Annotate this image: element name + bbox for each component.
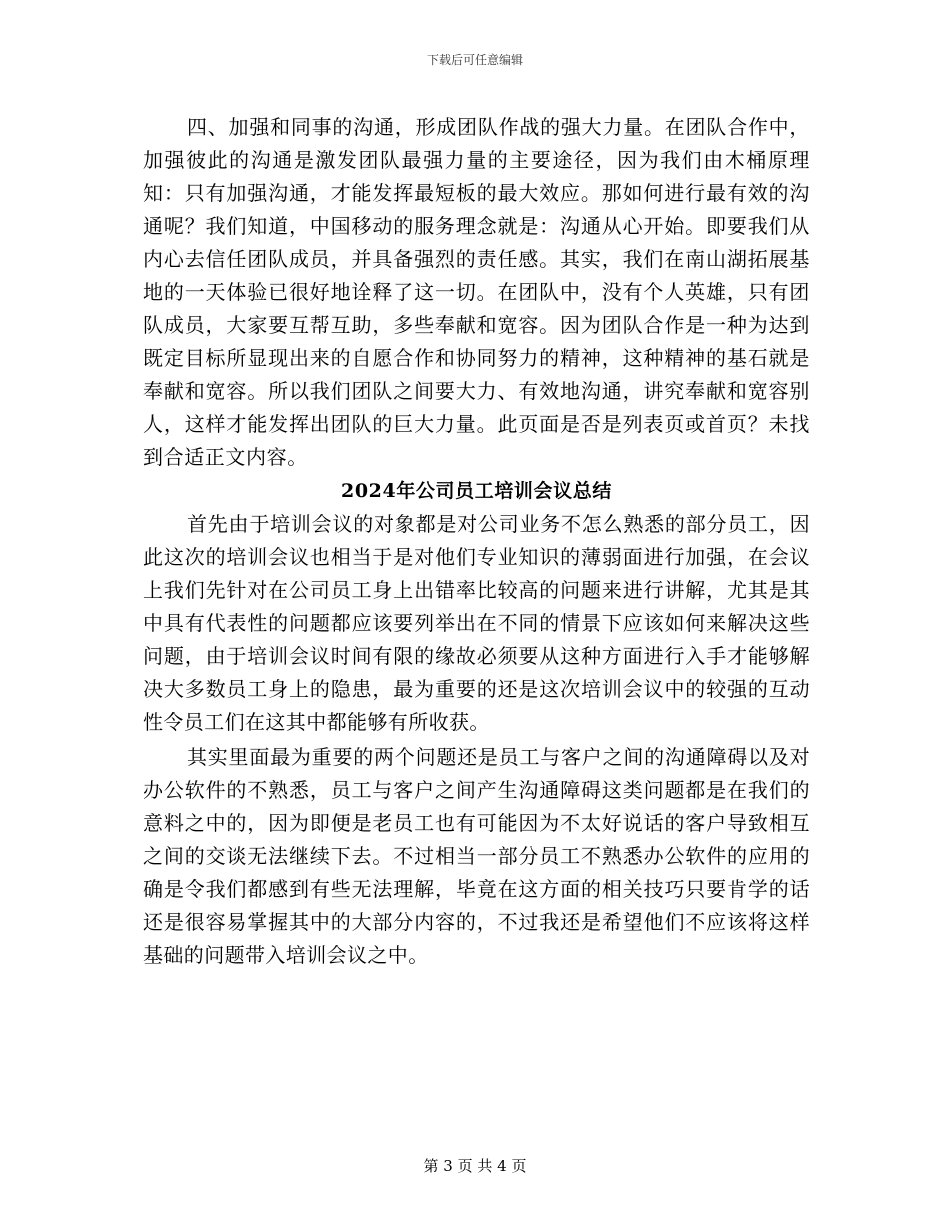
paragraph-teamwork-communication: 四、加强和同事的沟通，形成团队作战的强大力量。在团队合作中，加强彼此的沟通是激发团队最强力量的主要途径，因为我们由木桶原理知：只有加强沟通，才能发挥最短板的最大效应。那如何进行最有效的沟通呢？我们知道，中国移动的服务理念就是：沟通从心开始。即要我们从内心去信任团队成员，并具备强烈的责任感。其实，我们在南山湖拓展基地的一天体验已很好地诠释了这一切。在团队中，没有个人英雄，只有团队成员，大家要互帮互助，多些奉献和宽容。因为团队合作是一种为达到既定目标所显现出来的自愿合作和协同努力的精神，这种精神的基石就是奉献和宽容。所以我们团队之间要大力、有效地沟通，讲究奉献和宽容别人，这样才能发挥出团队的巨大力量。此页面是否是列表页或首页？未找到合适正文内容。 <box>143 115 810 469</box>
document-body <box>143 111 810 972</box>
page-header: 下载后可任意编辑 <box>426 53 523 67</box>
paragraph-key-issues: 其实里面最为重要的两个问题还是员工与客户之间的沟通障碍以及对办公软件的不熟悉，员工与客户之间产生沟通障碍这类问题都是在我们的意料之中的，因为即便是老员工也有可能因为不太好说话的客户导致相互之间的交谈无法继续下去。不过相当一部分员工不熟悉办公软件的应用的确是令我们都感到有些无法理解，毕竟在这方面的相关技巧只要肯学的话还是很容易掌握其中的大部分内容的，不过我还是希望他们不应该将这样基础的问题带入培训会议之中。 <box>143 745 810 967</box>
section-title: 2024年公司员工培训会议总结 <box>341 480 612 502</box>
page-number: 第 3 页 共 4 页 <box>423 1157 527 1175</box>
paragraph-training-overview: 首先由于培训会议的对象都是对公司业务不怎么熟悉的部分员工，因此这次的培训会议也相当于是对他们专业知识的薄弱面进行加强，在会议上我们先针对在公司员工身上出错率比较高的问题来进行讲解，尤其是其中具有代表性的问题都应该要列举出在不同的情景下应该如何来解决这些问题，由于培训会议时间有限的缘故必须要从这种方面进行入手才能够解决大多数员工身上的隐患，最为重要的还是这次培训会议中的较强的互动性令员工们在这其中都能够有所收获。 <box>143 512 810 734</box>
